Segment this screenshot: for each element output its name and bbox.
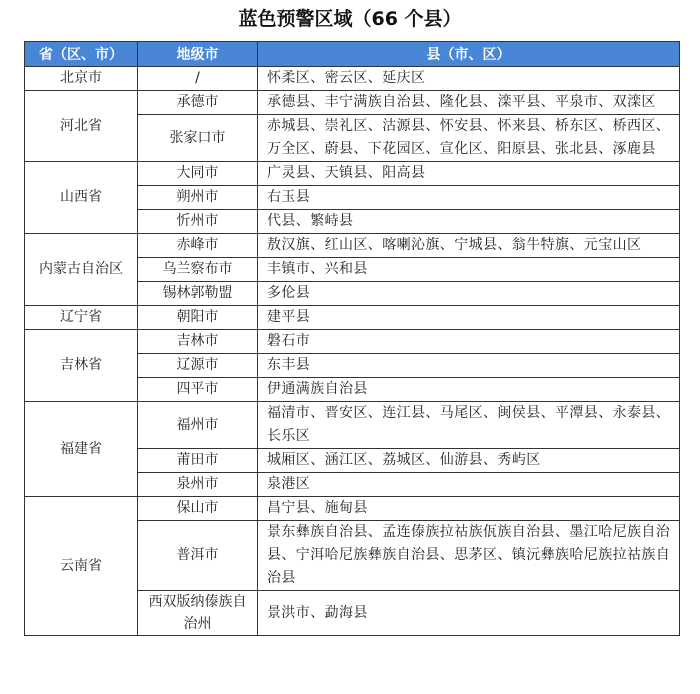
county-cell: 城厢区、涵江区、荔城区、仙游县、秀屿区	[258, 449, 680, 473]
warning-region-table	[24, 41, 680, 636]
county-cell: 东丰县	[258, 354, 680, 378]
city-cell: 大同市	[138, 162, 258, 186]
header-county: 县（市、区）	[258, 42, 680, 67]
city-cell: 锡林郭勒盟	[138, 282, 258, 306]
county-cell: 伊通满族自治县	[258, 378, 680, 402]
city-cell: 乌兰察布市	[138, 258, 258, 282]
table-row	[25, 162, 680, 186]
province-cell: 山西省	[25, 162, 138, 234]
county-cell: 昌宁县、施甸县	[258, 497, 680, 521]
city-cell: 四平市	[138, 378, 258, 402]
city-cell: 张家口市	[138, 115, 258, 162]
county-cell: 赤城县、崇礼区、沽源县、怀安县、怀来县、桥东区、桥西区、万全区、蔚县、下花园区、宣化区、阳原县、张北县、涿鹿县	[258, 115, 680, 162]
province-cell: 北京市	[25, 67, 138, 91]
table-row	[25, 91, 680, 115]
county-cell: 广灵县、天镇县、阳高县	[258, 162, 680, 186]
table-row	[25, 234, 680, 258]
city-cell: 承德市	[138, 91, 258, 115]
table-body	[25, 67, 680, 636]
city-cell: 吉林市	[138, 330, 258, 354]
city-cell: 赤峰市	[138, 234, 258, 258]
city-cell: 莆田市	[138, 449, 258, 473]
table-row	[25, 306, 680, 330]
header-city: 地级市	[138, 42, 258, 67]
county-cell: 怀柔区、密云区、延庆区	[258, 67, 680, 91]
page-title: 蓝色预警区域（66 个县）	[238, 8, 462, 30]
province-cell: 辽宁省	[25, 306, 138, 330]
county-cell: 右玉县	[258, 186, 680, 210]
table-row	[25, 497, 680, 521]
city-cell: 朝阳市	[138, 306, 258, 330]
city-cell: 保山市	[138, 497, 258, 521]
county-cell: 承德县、丰宁满族自治县、隆化县、滦平县、平泉市、双滦区	[258, 91, 680, 115]
county-cell: 敖汉旗、红山区、喀喇沁旗、宁城县、翁牛特旗、元宝山区	[258, 234, 680, 258]
table-row	[25, 402, 680, 449]
city-cell: 泉州市	[138, 473, 258, 497]
table-row	[25, 330, 680, 354]
table-header-row	[25, 42, 680, 67]
province-cell: 云南省	[25, 497, 138, 636]
county-cell: 代县、繁峙县	[258, 210, 680, 234]
city-cell: 福州市	[138, 402, 258, 449]
city-cell: 辽源市	[138, 354, 258, 378]
table-row	[25, 67, 680, 91]
county-cell: 磐石市	[258, 330, 680, 354]
province-cell: 吉林省	[25, 330, 138, 402]
city-cell: 普洱市	[138, 521, 258, 591]
city-cell: 朔州市	[138, 186, 258, 210]
city-cell: 忻州市	[138, 210, 258, 234]
province-cell: 内蒙古自治区	[25, 234, 138, 306]
city-cell: /	[138, 67, 258, 91]
county-cell: 多伦县	[258, 282, 680, 306]
province-cell: 河北省	[25, 91, 138, 162]
county-cell: 景东彝族自治县、孟连傣族拉祜族佤族自治县、墨江哈尼族自治县、宁洱哈尼族彝族自治县、思茅区、镇沅彝族哈尼族拉祜族自治县	[258, 521, 680, 591]
county-cell: 泉港区	[258, 473, 680, 497]
city-cell: 西双版纳傣族自治州	[138, 591, 258, 636]
county-cell: 丰镇市、兴和县	[258, 258, 680, 282]
county-cell: 建平县	[258, 306, 680, 330]
county-cell: 福清市、晋安区、连江县、马尾区、闽侯县、平潭县、永泰县、长乐区	[258, 402, 680, 449]
header-province: 省（区、市）	[25, 42, 138, 67]
county-cell: 景洪市、勐海县	[258, 591, 680, 636]
province-cell: 福建省	[25, 402, 138, 497]
